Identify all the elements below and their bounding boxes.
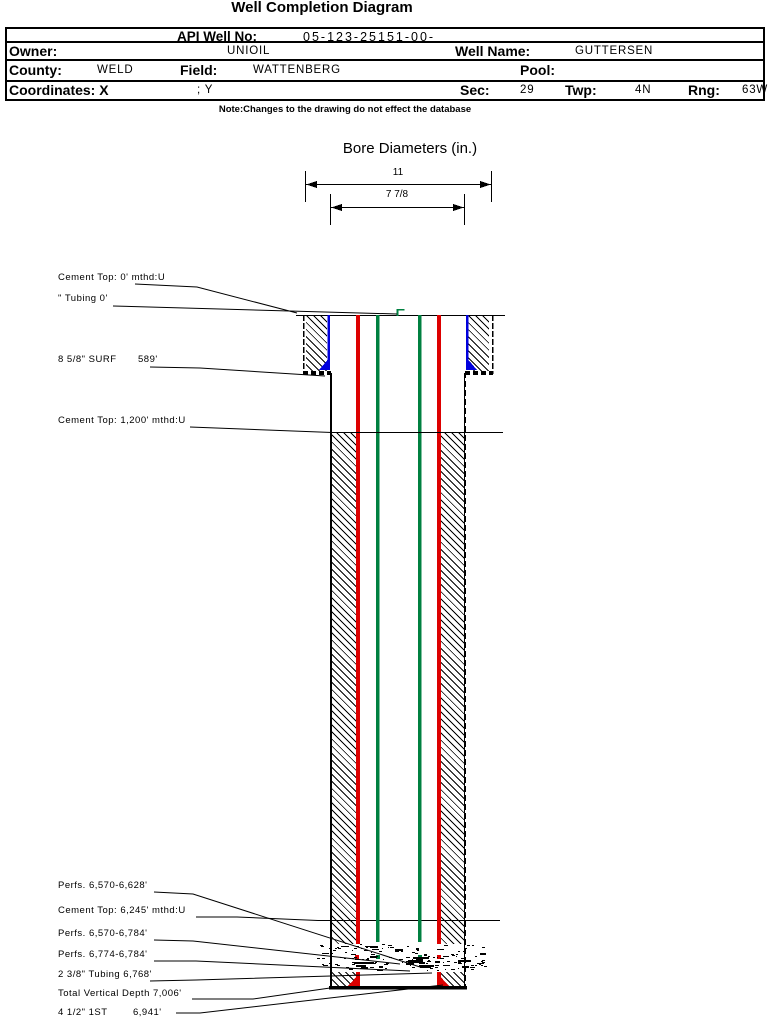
well-name-label: Well Name: bbox=[455, 43, 531, 59]
rng-label: Rng: bbox=[688, 82, 720, 98]
annotation-surf-casing: 8 5/8" SURF bbox=[58, 354, 117, 365]
pool-label: Pool: bbox=[520, 62, 555, 78]
outer-diameter-dimension bbox=[306, 171, 492, 202]
bore-diameters-title: Bore Diameters (in.) bbox=[342, 140, 478, 157]
owner-label: Owner: bbox=[9, 43, 58, 59]
well-name-value: GUTTERSEN bbox=[575, 45, 654, 57]
cement-top-lines bbox=[318, 433, 503, 921]
casing-shoe-right bbox=[437, 973, 449, 986]
owner-value: UNIOIL bbox=[227, 45, 271, 57]
coordinates-separator: ; Y bbox=[197, 84, 214, 96]
production-casing bbox=[348, 315, 449, 986]
annotation-perfs-6570-6784: Perfs. 6,570-6,784' bbox=[58, 928, 148, 939]
wellbore-outline bbox=[296, 315, 505, 990]
tubing bbox=[376, 309, 422, 942]
annotation-cement-top-6245: Cement Top: 6,245' mthd:U bbox=[58, 905, 186, 916]
annotation-cement-top-0: Cement Top: 0' mthd:U bbox=[58, 272, 166, 283]
sec-value: 29 bbox=[520, 84, 535, 96]
outer-diameter-label: 11 bbox=[392, 167, 404, 178]
field-value: WATTENBERG bbox=[253, 64, 341, 76]
annotation-cement-top-1200: Cement Top: 1,200' mthd:U bbox=[58, 415, 186, 426]
annotation-casing-1st-depth: 6,941' bbox=[133, 1007, 162, 1018]
api-well-no-value: 05-123-25151-00- bbox=[303, 30, 436, 44]
annotation-total-vertical-depth: Total Vertical Depth 7,006' bbox=[58, 988, 182, 999]
annotation-casing-1st: 4 1/2" 1ST bbox=[58, 1007, 108, 1018]
leader-lines bbox=[113, 284, 503, 1013]
county-label: County: bbox=[9, 62, 62, 78]
api-well-no-label: API Well No: bbox=[177, 29, 258, 44]
annotation-tubing-0: " Tubing 0' bbox=[58, 293, 108, 304]
rng-value: 63W bbox=[742, 84, 769, 96]
field-label: Field: bbox=[180, 62, 218, 78]
county-value: WELD bbox=[97, 64, 134, 76]
annotation-perfs-6774-6784: Perfs. 6,774-6,784' bbox=[58, 949, 148, 960]
annotation-tubing-6768: 2 3/8" Tubing 6,768' bbox=[58, 969, 152, 980]
twp-label: Twp: bbox=[565, 82, 597, 98]
inner-diameter-dimension bbox=[331, 194, 465, 225]
database-note: Note:Changes to the drawing do not effect the database bbox=[218, 104, 472, 115]
annotation-perfs-6570-6628: Perfs. 6,570-6,628' bbox=[58, 880, 148, 891]
coordinates-label: Coordinates: X bbox=[9, 82, 109, 98]
annotation-surf-depth: 589' bbox=[138, 354, 158, 365]
surface-casing bbox=[319, 315, 477, 370]
inner-diameter-label: 7 7/8 bbox=[385, 189, 409, 200]
twp-value: 4N bbox=[635, 84, 652, 96]
page-title: Well Completion Diagram bbox=[231, 0, 413, 16]
sec-label: Sec: bbox=[460, 82, 490, 98]
